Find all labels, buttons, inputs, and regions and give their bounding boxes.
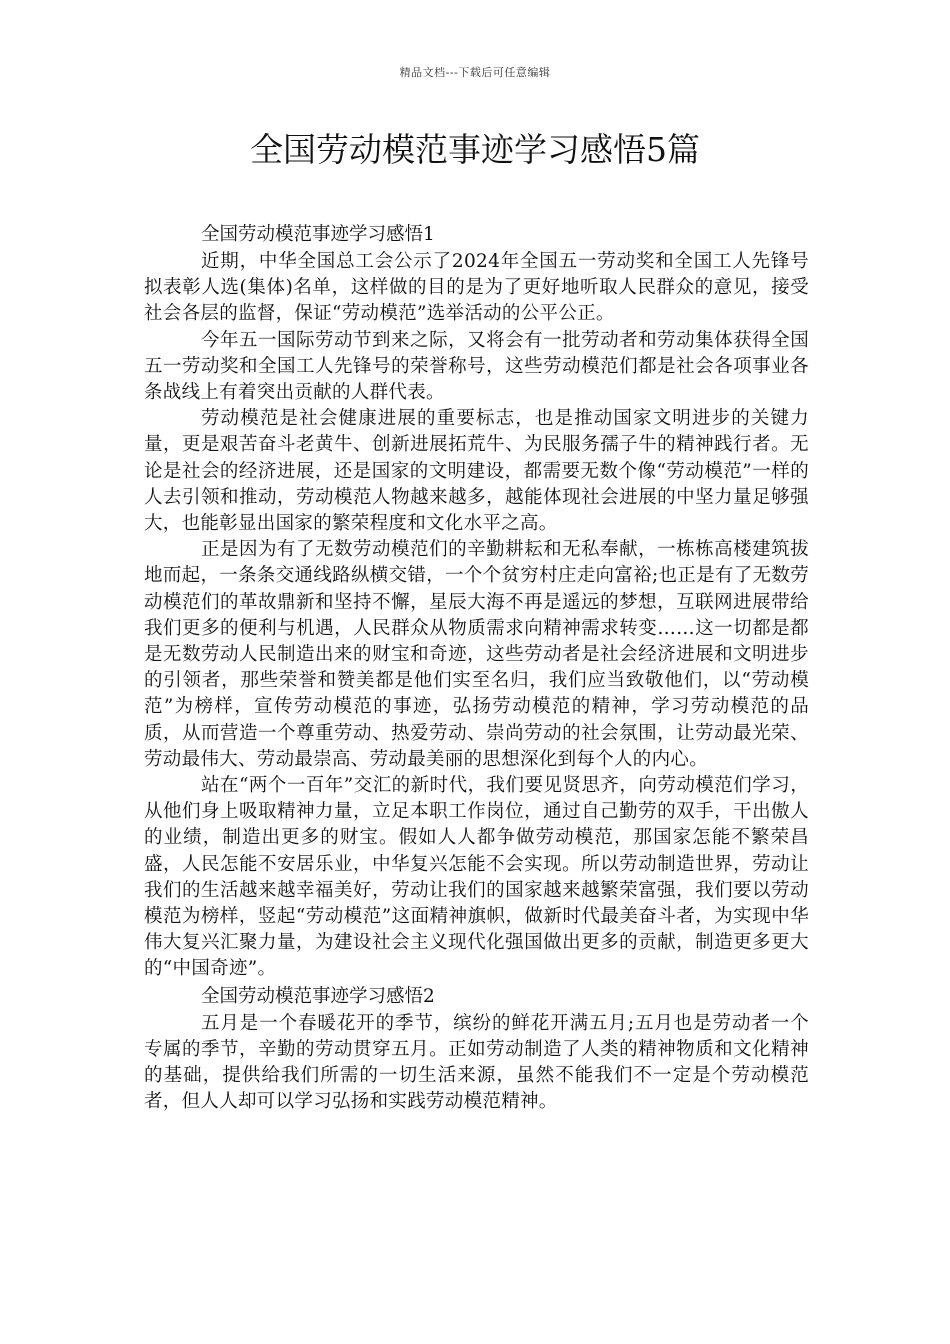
page-header: 精品文档---下载后可任意编辑	[399, 66, 551, 79]
paragraph: 今年五一国际劳动节到来之际，又将会有一批劳动者和劳动集体获得全国五一劳动奖和全国工人先锋号的荣誉称号，这些劳动模范们都是社会各项事业各条战线上有着突出贡献的人群代表。	[144, 329, 809, 404]
section-2	[144, 983, 809, 1116]
paragraph: 正是因为有了无数劳动模范们的辛勤耕耘和无私奉献，一栋栋高楼建筑拔地而起，一条条交通线路纵横交错，一个个贫穷村庄走向富裕;也正是有了无数劳动模范们的革故鼎新和坚持不懈，星辰大海不再是遥远的梦想，互联网进展带给我们更多的便利与机遇，人民群众从物质需求向精神需求转变……这一切都是都是无数劳动人民制造出来的财宝和奇迹，这些劳动者是社会经济进展和文明进步的引领者，那些荣誉和赞美都是他们实至名归，我们应当致敬他们，以“劳动模范”为榜样，宣传劳动模范的事迹，弘扬劳动模范的精神，学习劳动模范的品质，从而营造一个尊重劳动、热爱劳动、崇尚劳动的社会氛围，让劳动最光荣、劳动最伟大、劳动最崇高、劳动最美丽的思想深化到每个人的内心。	[144, 539, 809, 770]
section-heading: 全国劳动模范事迹学习感悟1	[201, 224, 435, 245]
document-body	[144, 221, 809, 1116]
section-heading: 全国劳动模范事迹学习感悟2	[201, 985, 435, 1007]
section-1	[144, 221, 809, 983]
document-title: 全国劳动模范事迹学习感悟5篇	[250, 130, 700, 169]
paragraph: 近期，中华全国总工会公示了2024年全国五一劳动奖和全国工人先锋号拟表彰人选(集体)名单，这样做的目的是为了更好地听取人民群众的意见，接受社会各层的监督，保证“劳动模范”选举活动的公平公正。	[144, 251, 809, 325]
paragraph: 劳动模范是社会健康进展的重要标志，也是推动国家文明进步的关键力量，更是艰苦奋斗老黄牛、创新进展拓荒牛、为民服务孺子牛的精神践行者。无论是社会的经济进展，还是国家的文明建设，都需要无数个像“劳动模范”一样的人去引领和推动，劳动模范人物越来越多，越能体现社会进展的中坚力量足够强大，也能彰显出国家的繁荣程度和文化水平之高。	[144, 408, 809, 535]
paragraph: 站在“两个一百年”交汇的新时代，我们要见贤思齐，向劳动模范们学习，从他们身上吸取精神力量，立足本职工作岗位，通过自己勤劳的双手，干出傲人的业绩，制造出更多的财宝。假如人人都争做劳动模范，那国家怎能不繁荣昌盛，人民怎能不安居乐业，中华复兴怎能不会实现。所以劳动制造世界，劳动让我们的生活越来越幸福美好，劳动让我们的国家越来越繁荣富强，我们要以劳动模范为榜样，竖起“劳动模范”这面精神旗帜，做新时代最美奋斗者，为实现中华伟大复兴汇聚力量，为建设社会主义现代化强国做出更多的贡献，制造更多更大的“中国奇迹”。	[144, 775, 809, 980]
paragraph: 五月是一个春暖花开的季节，缤纷的鲜花开满五月;五月也是劳动者一个专属的季节，辛勤的劳动贯穿五月。正如劳动制造了人类的精神物质和文化精神的基础，提供给我们所需的一切生活来源，虽然不能我们不一定是个劳动模范者，但人人却可以学习弘扬和实践劳动模范精神。	[144, 1012, 809, 1113]
